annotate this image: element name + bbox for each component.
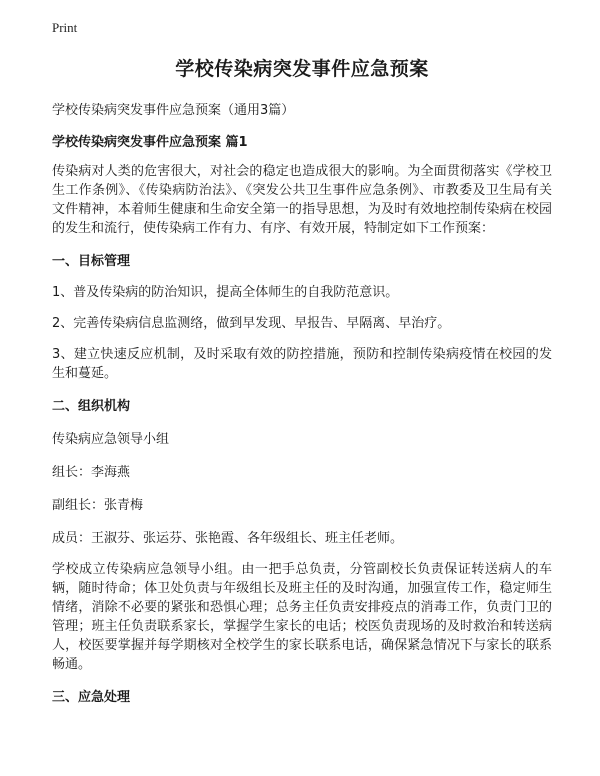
- list-item: 3、建立快速反应机制，及时采取有效的防控措施，预防和控制传染病疫情在校园的发生和蔓延。: [52, 347, 552, 381]
- part-heading: 学校传染病突发事件应急预案 篇1: [52, 135, 248, 150]
- list-item: 1、普及传染病的防治知识，提高全体师生的自我防范意识。: [52, 285, 399, 300]
- organization-description: 学校成立传染病应急领导小组。由一把手总负责，分管副校长负责保证转送病人的车辆，随时待命；体卫处负责与年级组长及班主任的及时沟通，加强宣传工作，稳定师生情绪，消除不必要的紧张和恐惧心理；总务主任负责安排疫点的消毒工作，负责门卫的管理；班主任负责联系家长，掌握学生家长的电话；校医负责现场的及时救治和转送病人，校医要掌握并每学期核对全校学生的家长联系电话，确保紧急情况下与家长的联系畅通。: [52, 562, 552, 672]
- intro-paragraph: 传染病对人类的危害很大，对社会的稳定也造成很大的影响。为全面贯彻落实《学校卫生工作条例》、《传染病防治法》、《突发公共卫生事件应急条例》、市教委及卫生局有关文件精神，本着师生健康和生命安全第一的指导思想，为及时有效地控制传染病在校园的发生和流行，使传染病工作有力、有序、有效开展，特制定如下工作预案：: [52, 164, 552, 236]
- section-heading-emergency: 三、应急处理: [52, 690, 131, 705]
- section-heading-goals: 一、目标管理: [52, 254, 131, 269]
- list-item: 2、完善传染病信息监测络，做到早发现、早报告、早隔离、早治疗。: [52, 316, 451, 331]
- group-members: 成员：王淑芬、张运芬、张艳霞、各年级组长、班主任老师。: [52, 531, 404, 546]
- print-link[interactable]: Print: [52, 20, 78, 35]
- document-title: 学校传染病突发事件应急预案: [175, 58, 429, 80]
- group-leader: 组长：李海燕: [52, 465, 131, 480]
- section-heading-organization: 二、组织机构: [52, 399, 131, 414]
- document-body: [52, 54, 552, 719]
- group-name: 传染病应急领导小组: [52, 432, 170, 447]
- group-deputy: 副组长：张青梅: [52, 498, 144, 513]
- document-subtitle: 学校传染病突发事件应急预案（通用3篇）: [52, 103, 295, 118]
